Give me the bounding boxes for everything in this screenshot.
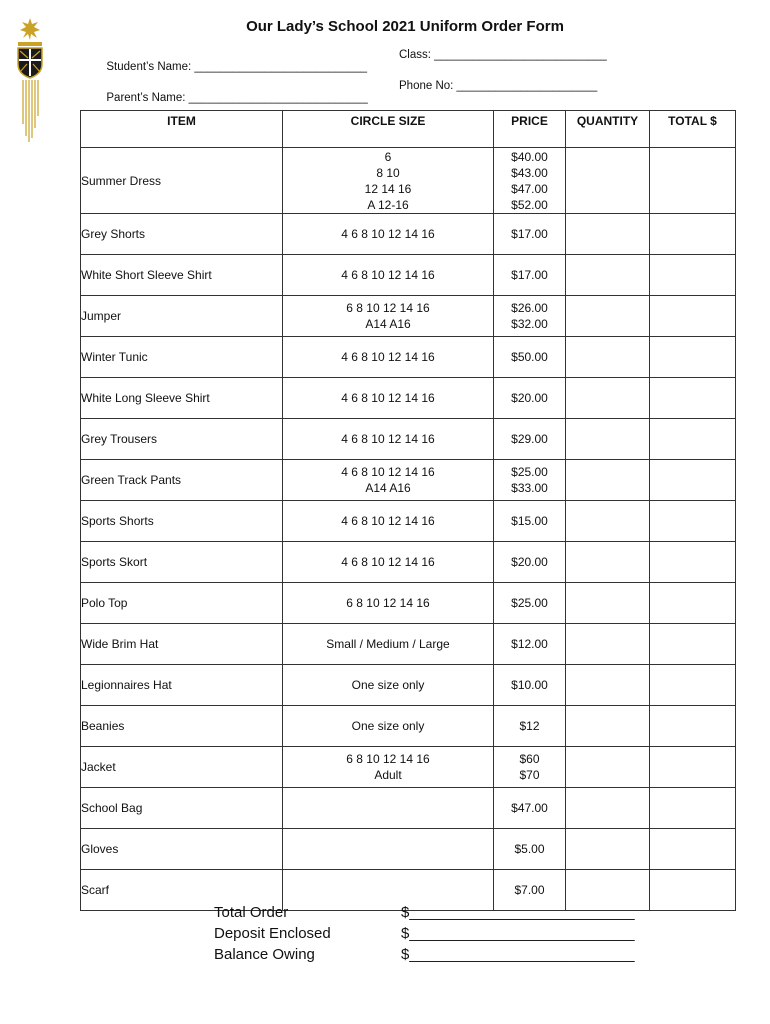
price-cell: $17.00 — [494, 255, 566, 296]
price-cell: $17.00 — [494, 214, 566, 255]
total-cell[interactable] — [650, 296, 736, 337]
price-cell: $7.00 — [494, 870, 566, 911]
price-cell: $50.00 — [494, 337, 566, 378]
price-cell: $5.00 — [494, 829, 566, 870]
total-cell[interactable] — [650, 255, 736, 296]
uniform-order-table — [80, 110, 736, 911]
size-cell[interactable]: 4 6 8 10 12 14 16 — [283, 378, 494, 419]
total-cell[interactable] — [650, 337, 736, 378]
quantity-cell[interactable] — [566, 214, 650, 255]
quantity-cell[interactable] — [566, 706, 650, 747]
table-row — [81, 460, 736, 501]
table-row — [81, 829, 736, 870]
header-total: TOTAL $ — [650, 111, 736, 148]
table-row — [81, 706, 736, 747]
header-item: ITEM — [81, 111, 283, 148]
item-cell: Wide Brim Hat — [81, 624, 283, 665]
price-cell: $26.00 $32.00 — [494, 296, 566, 337]
total-cell[interactable] — [650, 542, 736, 583]
total-cell[interactable] — [650, 214, 736, 255]
size-cell[interactable]: 6 8 10 12 14 16 — [283, 583, 494, 624]
item-cell: Legionnaires Hat — [81, 665, 283, 706]
size-cell[interactable]: 6 8 10 12 14 16 A 12-16 — [283, 148, 494, 214]
size-cell[interactable]: Small / Medium / Large — [283, 624, 494, 665]
item-cell: Grey Trousers — [81, 419, 283, 460]
price-cell: $25.00 $33.00 — [494, 460, 566, 501]
quantity-cell[interactable] — [566, 501, 650, 542]
price-cell: $20.00 — [494, 378, 566, 419]
quantity-cell[interactable] — [566, 665, 650, 706]
price-cell: $29.00 — [494, 419, 566, 460]
size-cell[interactable]: 4 6 8 10 12 14 16 — [283, 214, 494, 255]
total-cell[interactable] — [650, 624, 736, 665]
size-cell[interactable]: One size only — [283, 706, 494, 747]
size-cell[interactable]: One size only — [283, 665, 494, 706]
deposit-enclosed-label: Deposit Enclosed — [214, 925, 331, 942]
total-cell[interactable] — [650, 829, 736, 870]
size-cell[interactable] — [283, 829, 494, 870]
student-name-field[interactable]: Student’s Name: ___________________________ — [106, 61, 368, 73]
table-header-row — [81, 111, 736, 148]
price-cell: $10.00 — [494, 665, 566, 706]
item-cell: Sports Skort — [81, 542, 283, 583]
item-cell: Gloves — [81, 829, 283, 870]
total-cell[interactable] — [650, 870, 736, 911]
item-cell: School Bag — [81, 788, 283, 829]
table-row — [81, 624, 736, 665]
item-cell: White Long Sleeve Shirt — [81, 378, 283, 419]
deposit-enclosed-field[interactable]: $___________________________ — [401, 925, 635, 942]
item-cell: Summer Dress — [81, 148, 283, 214]
quantity-cell[interactable] — [566, 747, 650, 788]
quantity-cell[interactable] — [566, 583, 650, 624]
price-cell: $15.00 — [494, 501, 566, 542]
item-cell: Scarf — [81, 870, 283, 911]
table-row — [81, 542, 736, 583]
price-cell: $12.00 — [494, 624, 566, 665]
total-cell[interactable] — [650, 501, 736, 542]
table-row — [81, 255, 736, 296]
table-row — [81, 148, 736, 214]
table-row — [81, 419, 736, 460]
quantity-cell[interactable] — [566, 829, 650, 870]
price-cell: $12 — [494, 706, 566, 747]
table-row — [81, 583, 736, 624]
price-cell: $25.00 — [494, 583, 566, 624]
total-cell[interactable] — [650, 747, 736, 788]
item-cell: White Short Sleeve Shirt — [81, 255, 283, 296]
total-cell[interactable] — [650, 419, 736, 460]
total-cell[interactable] — [650, 706, 736, 747]
quantity-cell[interactable] — [566, 148, 650, 214]
quantity-cell[interactable] — [566, 624, 650, 665]
table-row — [81, 337, 736, 378]
size-cell[interactable]: 4 6 8 10 12 14 16 — [283, 542, 494, 583]
item-cell: Winter Tunic — [81, 337, 283, 378]
total-cell[interactable] — [650, 665, 736, 706]
table-row — [81, 214, 736, 255]
size-cell[interactable]: 6 8 10 12 14 16 Adult — [283, 747, 494, 788]
total-cell[interactable] — [650, 583, 736, 624]
item-cell: Beanies — [81, 706, 283, 747]
header-quantity: QUANTITY — [566, 111, 650, 148]
table-row — [81, 665, 736, 706]
table-row — [81, 378, 736, 419]
size-cell[interactable]: 6 8 10 12 14 16 A14 A16 — [283, 296, 494, 337]
quantity-cell[interactable] — [566, 255, 650, 296]
quantity-cell[interactable] — [566, 337, 650, 378]
price-cell: $40.00 $43.00 $47.00 $52.00 — [494, 148, 566, 214]
price-cell: $60 $70 — [494, 747, 566, 788]
quantity-cell[interactable] — [566, 419, 650, 460]
size-cell[interactable]: 4 6 8 10 12 14 16 — [283, 501, 494, 542]
size-cell[interactable]: 4 6 8 10 12 14 16 — [283, 337, 494, 378]
item-cell: Polo Top — [81, 583, 283, 624]
table-row — [81, 501, 736, 542]
total-order-label: Total Order — [214, 904, 289, 921]
table-row — [81, 747, 736, 788]
item-cell: Jumper — [81, 296, 283, 337]
header-circle-size: CIRCLE SIZE — [283, 111, 494, 148]
total-cell[interactable] — [650, 460, 736, 501]
size-cell[interactable]: 4 6 8 10 12 14 16 — [283, 419, 494, 460]
price-cell: $47.00 — [494, 788, 566, 829]
size-cell[interactable] — [283, 788, 494, 829]
total-cell[interactable] — [650, 788, 736, 829]
item-cell: Sports Shorts — [81, 501, 283, 542]
balance-owing-field[interactable]: $___________________________ — [401, 946, 635, 963]
item-cell: Grey Shorts — [81, 214, 283, 255]
total-cell[interactable] — [650, 378, 736, 419]
school-crest-icon — [12, 16, 48, 144]
parent-name-field[interactable]: Parent’s Name: ____________________________ — [106, 92, 368, 104]
size-cell[interactable]: 4 6 8 10 12 14 16 A14 A16 — [283, 460, 494, 501]
class-field[interactable]: Class: ___________________________ — [399, 49, 607, 61]
quantity-cell[interactable] — [566, 296, 650, 337]
item-cell: Jacket — [81, 747, 283, 788]
quantity-cell[interactable] — [566, 378, 650, 419]
quantity-cell[interactable] — [566, 460, 650, 501]
size-cell[interactable]: 4 6 8 10 12 14 16 — [283, 255, 494, 296]
form-title: Our Lady’s School 2021 Uniform Order Form — [246, 18, 564, 35]
header-price: PRICE — [494, 111, 566, 148]
table-row — [81, 788, 736, 829]
price-cell: $20.00 — [494, 542, 566, 583]
quantity-cell[interactable] — [566, 788, 650, 829]
total-cell[interactable] — [650, 148, 736, 214]
table-row — [81, 296, 736, 337]
item-cell: Green Track Pants — [81, 460, 283, 501]
total-order-field[interactable]: $___________________________ — [401, 904, 635, 921]
quantity-cell[interactable] — [566, 542, 650, 583]
phone-field[interactable]: Phone No: ______________________ — [399, 80, 598, 92]
balance-owing-label: Balance Owing — [214, 946, 315, 963]
